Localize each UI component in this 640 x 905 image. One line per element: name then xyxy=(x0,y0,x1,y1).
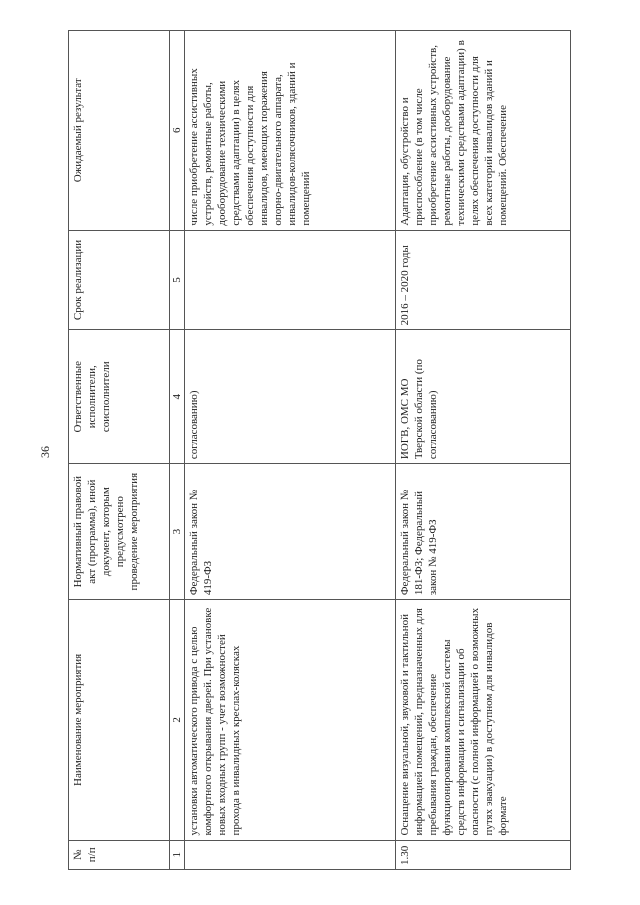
measures-table xyxy=(68,30,571,870)
column-number: 3 xyxy=(170,464,185,600)
cell-act: Федеральный закон № 419-ФЗ xyxy=(185,464,396,600)
header-term: Срок реализации xyxy=(69,230,170,330)
cell-term xyxy=(185,230,396,330)
column-number: 5 xyxy=(170,230,185,330)
column-number: 2 xyxy=(170,600,185,840)
cell-name: установки автоматического привода с целью комфортного открывания дверей. При установке новых входных групп - учет возможностей прохода в инвалидных креслах-колясках xyxy=(185,600,396,840)
column-number: 4 xyxy=(170,330,185,464)
column-number: 1 xyxy=(170,840,185,869)
cell-resp: согласованию) xyxy=(185,330,396,464)
table-row xyxy=(396,31,571,870)
cell-term: 2016 – 2020 годы xyxy=(396,230,571,330)
table-row xyxy=(185,31,396,870)
header-row xyxy=(69,31,170,870)
header-num: № п/п xyxy=(69,840,170,869)
header-result: Ожидаемый результат xyxy=(69,31,170,231)
column-number-row xyxy=(170,31,185,870)
rotated-table-container xyxy=(68,30,568,870)
cell-name: Оснащение визуальной, звуковой и тактильной информацией помещений, предназначенных для пребывания граждан, обеспечение функционирования комплексной системы средств информации и сигнализации об опасности (с полной информацией о возможных путях эвакуации) в доступном для инвалидов формате xyxy=(396,600,571,840)
cell-resp: ИОГВ, ОМС МО Тверской области (по согласованию) xyxy=(396,330,571,464)
cell-result: числе приобретение ассистивных устройств, ремонтные работы, дооборудование техническими средствами адаптации) в целях обеспечения доступности для инвалидов, имеющих поражения опорно-двигательного аппарата, инвалидов-колясочников, зданий и помещений xyxy=(185,31,396,231)
cell-result: Адаптация, обустройство и приспособление (в том числе приобретение ассистивных устройств, ремонтные работы, дооборудование техническими средствами адаптации) в целях обеспечения доступности для всех категорий инвалидов зданий и помещений. Обеспечение xyxy=(396,31,571,231)
column-number: 6 xyxy=(170,31,185,231)
header-name: Наименование мероприятия xyxy=(69,600,170,840)
page-number: 36 xyxy=(38,446,52,458)
header-resp: Ответственные исполнители, соисполнители xyxy=(69,330,170,464)
cell-num: 1.30 xyxy=(396,840,571,869)
cell-num xyxy=(185,840,396,869)
cell-act: Федеральный закон № 181-ФЗ; Федеральный закон № 419-ФЗ xyxy=(396,464,571,600)
header-act: Нормативный правовой акт (программа), иной документ, которым предусмотрено проведение мероприятия xyxy=(69,464,170,600)
